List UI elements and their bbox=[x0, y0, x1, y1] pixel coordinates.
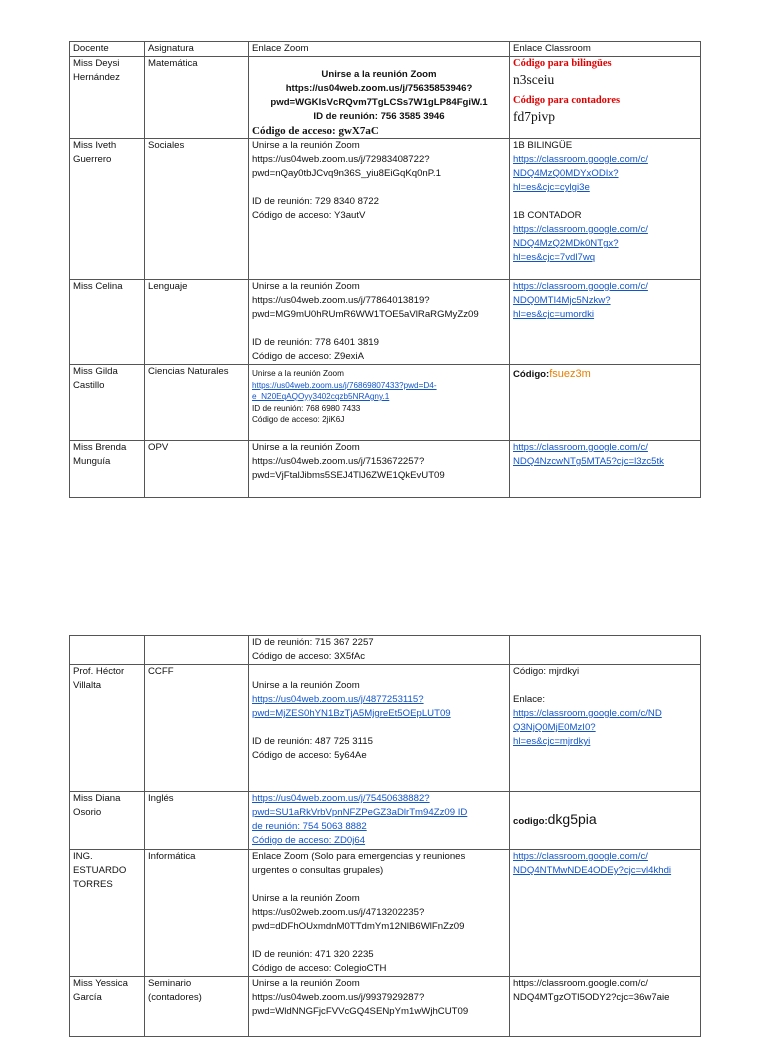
classroom-cell bbox=[510, 441, 701, 498]
accountant-code-title: Código para contadores bbox=[513, 95, 621, 106]
asignatura-cell: Sociales bbox=[145, 139, 249, 280]
classroom-cell bbox=[510, 977, 701, 1037]
classroom-link[interactable]: NDQ4MTgzOTI5ODY2?cjc=36w7aie bbox=[513, 992, 670, 1003]
table-row bbox=[70, 665, 701, 792]
zoom-url[interactable]: https://us04web.zoom.us/j/75635853946? bbox=[285, 83, 473, 94]
table-row bbox=[70, 792, 701, 850]
header-asignatura: Asignatura bbox=[145, 42, 249, 57]
zoom-access-code: Código de acceso: ColegioCTH bbox=[252, 963, 387, 974]
zoom-url-pwd[interactable]: pwd=dDFhOUxmdnM0TTdmYm12NlB6WlFnZz09 bbox=[252, 921, 465, 932]
classroom-link[interactable]: hl=es&cjc=umordki bbox=[513, 309, 595, 320]
table-row bbox=[70, 280, 701, 365]
classroom-link[interactable]: https://classroom.google.com/c/ bbox=[513, 154, 648, 165]
classroom-cell bbox=[510, 280, 701, 365]
zoom-url[interactable]: https://us04web.zoom.us/j/9937929287? bbox=[252, 992, 425, 1003]
classroom-code-label: Código: bbox=[513, 369, 550, 380]
table-row bbox=[70, 850, 701, 977]
asignatura-cell: Matemática bbox=[145, 57, 249, 139]
zoom-meeting-id[interactable]: de reunión: 754 5063 8882 bbox=[252, 821, 367, 832]
docente-cell: Miss Yessica García bbox=[70, 977, 145, 1037]
zoom-join-text: Unirse a la reunión Zoom bbox=[321, 69, 437, 80]
classroom-link[interactable]: NDQ0MTI4Mjc5Nzkw? bbox=[513, 295, 611, 306]
classroom-link[interactable]: hl=es&cjc=cylgi3e bbox=[513, 182, 590, 193]
accountant-code: fd7pivp bbox=[513, 109, 555, 124]
classroom-link[interactable]: hl=es&cjc=7vdl7wq bbox=[513, 252, 596, 263]
zoom-cell bbox=[249, 441, 510, 498]
classroom-cell bbox=[510, 636, 701, 665]
asignatura-cell: Inglés bbox=[145, 792, 249, 850]
zoom-url[interactable]: https://us04web.zoom.us/j/72983408722? bbox=[252, 154, 430, 165]
zoom-meeting-id: ID de reunión: 715 367 2257 bbox=[252, 637, 374, 648]
classroom-link[interactable]: NDQ4NTMwNDE4ODEy?cjc=vl4khdi bbox=[513, 865, 672, 876]
asignatura-cell: Ciencias Naturales bbox=[145, 365, 249, 441]
table-row bbox=[70, 365, 701, 441]
classroom-cell bbox=[510, 365, 701, 441]
docente-cell: Miss Deysi Hernández bbox=[70, 57, 145, 139]
classroom-link[interactable]: https://classroom.google.com/c/ bbox=[513, 224, 648, 235]
zoom-url[interactable]: https://us02web.zoom.us/j/4713202235? bbox=[252, 907, 425, 918]
zoom-join-text: Unirse a la reunión Zoom bbox=[252, 369, 344, 378]
zoom-join-text: Unirse a la reunión Zoom bbox=[252, 281, 360, 292]
header-enlace-classroom: Enlace Classroom bbox=[510, 42, 701, 57]
classroom-link[interactable]: https://classroom.google.com/c/ND bbox=[513, 708, 662, 719]
bilingual-code: n3sceiu bbox=[513, 72, 555, 87]
classroom-cell bbox=[510, 792, 701, 850]
asignatura-cell: Lenguaje bbox=[145, 280, 249, 365]
zoom-access-code: Código de acceso: gwX7aC bbox=[252, 125, 379, 137]
bilingual-code-title: Código para bilingües bbox=[513, 58, 612, 69]
asignatura-cell: OPV bbox=[145, 441, 249, 498]
docente-cell: Miss Iveth Guerrero bbox=[70, 139, 145, 280]
zoom-url-pwd[interactable]: pwd=nQay0tbJCvq9n36S_yiu8EiGqKq0nP.1 bbox=[252, 168, 441, 179]
zoom-access-code[interactable]: Código de acceso: ZD0j64 bbox=[252, 835, 366, 846]
classroom-cell bbox=[510, 57, 701, 139]
zoom-cell bbox=[249, 977, 510, 1037]
zoom-cell bbox=[249, 665, 510, 792]
asignatura-cell: CCFF bbox=[145, 665, 249, 792]
zoom-url[interactable]: https://us04web.zoom.us/j/4877253115? bbox=[252, 694, 424, 705]
zoom-access-code: Código de acceso: 3X5fAc bbox=[252, 651, 366, 662]
zoom-join-text: Unirse a la reunión Zoom bbox=[252, 978, 360, 989]
docente-cell: ING. ESTUARDO TORRES bbox=[70, 850, 145, 977]
docente-cell: Miss Brenda Munguía bbox=[70, 441, 145, 498]
zoom-cell bbox=[249, 850, 510, 977]
zoom-url-pwd[interactable]: pwd=WGKlsVcRQvm7TgLCSs7W1gLP84FgiW.1 bbox=[270, 97, 488, 108]
zoom-meeting-id: ID de reunión: 778 6401 3819 bbox=[252, 337, 379, 348]
docente-cell: Miss Celina bbox=[70, 280, 145, 365]
zoom-url[interactable]: https://us04web.zoom.us/j/77864013819? bbox=[252, 295, 430, 306]
zoom-url-pwd[interactable]: pwd=WldNNGFjcFVVcGQ4SENpYm1wWjhCUT09 bbox=[252, 1006, 469, 1017]
zoom-url[interactable]: https://us04web.zoom.us/j/76869807433?pwd=D4- bbox=[252, 380, 437, 390]
zoom-join-text: Unirse a la reunión Zoom bbox=[252, 140, 360, 151]
zoom-meeting-id: ID de reunión: 487 725 3115 bbox=[252, 736, 373, 747]
zoom-cell bbox=[249, 57, 510, 139]
zoom-access-code: Código de acceso: Z9exiA bbox=[252, 351, 364, 362]
asignatura-cell: Informática bbox=[145, 850, 249, 977]
zoom-cell bbox=[249, 792, 510, 850]
table-row bbox=[70, 57, 701, 139]
zoom-access-code: Código de acceso: 2jiK6J bbox=[252, 415, 345, 424]
docente-cell: Prof. Héctor Villalta bbox=[70, 665, 145, 792]
zoom-access-code: Código de acceso: Y3autV bbox=[252, 210, 366, 221]
schedule-table-2 bbox=[69, 635, 701, 1037]
classroom-link[interactable]: hl=es&cjc=mjrdkyi bbox=[513, 736, 591, 747]
classroom-link[interactable]: https://classroom.google.com/c/ bbox=[513, 442, 648, 453]
zoom-url-pwd[interactable]: pwd=MjZES0hYN1BzTjA5MjgreEt5OEpLUT09 bbox=[252, 708, 451, 719]
zoom-url-pwd[interactable]: pwd=SU1aRkVrbVpnNFZPeGZ3aDlrTm94Zz09 ID bbox=[252, 807, 468, 818]
zoom-url[interactable]: https://us04web.zoom.us/j/7153672257? bbox=[252, 456, 425, 467]
docente-cell bbox=[70, 636, 145, 665]
classroom-link-label: Enlace: bbox=[513, 694, 545, 705]
zoom-join-text: Unirse a la reunión Zoom bbox=[252, 893, 360, 904]
classroom-link[interactable]: https://classroom.google.com/c/ bbox=[513, 281, 648, 292]
classroom-link[interactable]: NDQ4MzQ2MDk0NTgx? bbox=[513, 238, 619, 249]
asignatura-cell: Seminario (contadores) bbox=[145, 977, 249, 1037]
zoom-access-code: Código de acceso: 5y64Ae bbox=[252, 750, 367, 761]
classroom-code: fsuez3m bbox=[549, 368, 591, 380]
zoom-url-pwd[interactable]: pwd=VjFtalJibms5SEJ4TlJ6ZWE1QkEvUT09 bbox=[252, 470, 445, 481]
table-row bbox=[70, 441, 701, 498]
classroom-cell bbox=[510, 850, 701, 977]
classroom-link[interactable]: NDQ4MzQ0MDYxODIx? bbox=[513, 168, 619, 179]
zoom-meeting-id: ID de reunión: 768 6980 7433 bbox=[252, 403, 361, 413]
group-heading: 1B BILINGÜE bbox=[513, 140, 573, 151]
table-row bbox=[70, 636, 701, 665]
zoom-cell bbox=[249, 636, 510, 665]
docente-cell: Miss Diana Osorio bbox=[70, 792, 145, 850]
zoom-join-text: Unirse a la reunión Zoom bbox=[252, 442, 360, 453]
classroom-code: Código: mjrdkyi bbox=[513, 666, 580, 677]
table-row bbox=[70, 139, 701, 280]
classroom-link[interactable]: Q3NjQ0MjE0MzI0? bbox=[513, 722, 596, 733]
zoom-cell bbox=[249, 280, 510, 365]
zoom-meeting-id: ID de reunión: 729 8340 8722 bbox=[252, 196, 379, 207]
zoom-cell bbox=[249, 365, 510, 441]
classroom-link[interactable]: https://classroom.google.com/c/ bbox=[513, 851, 648, 862]
zoom-note: urgentes o consultas grupales) bbox=[252, 865, 384, 876]
docente-cell: Miss Gilda Castillo bbox=[70, 365, 145, 441]
classroom-cell bbox=[510, 139, 701, 280]
asignatura-cell bbox=[145, 636, 249, 665]
zoom-url[interactable]: https://us04web.zoom.us/j/75450638882? bbox=[252, 793, 430, 804]
table-row bbox=[70, 977, 701, 1037]
zoom-url-pwd[interactable]: pwd=MG9mU0hRUmR6WW1TOE5aVlRaRGMyZz09 bbox=[252, 309, 479, 320]
zoom-note: Enlace Zoom (Solo para emergencias y reuniones bbox=[252, 851, 466, 862]
schedule-table-1 bbox=[69, 41, 701, 498]
zoom-join-text: Unirse a la reunión Zoom bbox=[252, 680, 360, 691]
table-header-row bbox=[70, 42, 701, 57]
classroom-code: dkg5pia bbox=[547, 811, 597, 827]
zoom-cell bbox=[249, 139, 510, 280]
zoom-url-pwd[interactable]: e_N20EqAQOyy3402cqzb5NRAgny.1 bbox=[252, 392, 390, 401]
classroom-link[interactable]: NDQ4NzcwNTg5MTA5?cjc=l3zc5tk bbox=[513, 456, 664, 467]
header-enlace-zoom: Enlace Zoom bbox=[249, 42, 510, 57]
group-heading: 1B CONTADOR bbox=[513, 210, 582, 221]
header-docente: Docente bbox=[70, 42, 145, 57]
zoom-meeting-id: ID de reunión: 471 320 2235 bbox=[252, 949, 374, 960]
zoom-meeting-id: ID de reunión: 756 3585 3946 bbox=[313, 111, 445, 122]
classroom-code-label: codigo: bbox=[513, 816, 548, 827]
classroom-cell bbox=[510, 665, 701, 792]
classroom-link[interactable]: https://classroom.google.com/c/ bbox=[513, 978, 648, 989]
